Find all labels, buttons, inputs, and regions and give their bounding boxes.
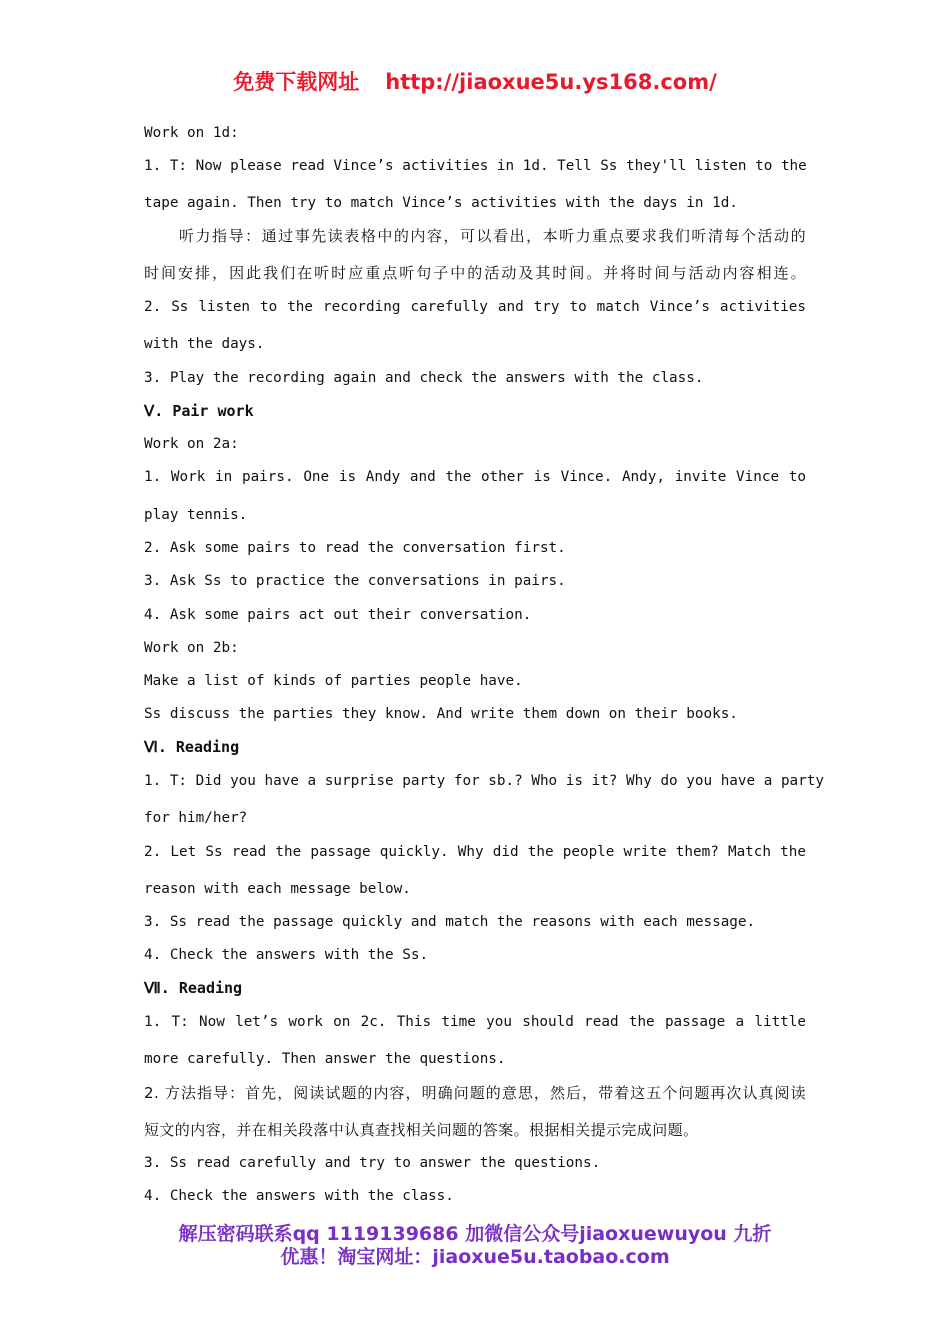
paragraph-line: play tennis. <box>144 507 248 523</box>
listening-guide-line: 听力指导：通过事先读表格中的内容，可以看出，本听力重点要求我们听清每个活动的 <box>179 227 806 245</box>
work-on-2a-label: Work on 2a: <box>144 436 239 452</box>
method-guide-line: 2. 方法指导：首先，阅读试题的内容，明确问题的意思，然后，带着这五个问题再次认真阅读 <box>144 1084 806 1102</box>
paragraph-line: 2. Ask some pairs to read the conversation first. <box>144 540 566 556</box>
paragraph-line: more carefully. Then answer the questions. <box>144 1051 506 1067</box>
header-url-link[interactable]: http://jiaoxue5u.ys168.com/ <box>385 70 717 94</box>
paragraph-line: Ss discuss the parties they know. And write them down on their books. <box>144 706 738 722</box>
paragraph-line: 2. Let Ss read the passage quickly. Why did the people write them? Match the <box>144 844 806 860</box>
footer-shop-line: 优惠！淘宝网址：jiaoxue5u.taobao.com <box>280 1246 670 1268</box>
paragraph-line: 2. Ss listen to the recording carefully and try to match Vince’s activities <box>144 299 806 315</box>
paragraph-line: 3. Ss read carefully and try to answer the questions. <box>144 1155 601 1171</box>
paragraph-line: reason with each message below. <box>144 881 411 897</box>
listening-guide-line: 时间安排，因此我们在听时应重点听句子中的活动及其时间。并将时间与活动内容相连。 <box>144 264 806 282</box>
paragraph-line: Make a list of kinds of parties people have. <box>144 673 523 689</box>
work-on-1d-label: Work on 1d: <box>144 125 239 141</box>
section-heading-reading-6: Ⅵ. Reading <box>144 738 240 756</box>
paragraph-line: 4. Check the answers with the Ss. <box>144 947 429 963</box>
paragraph-line: 3. Play the recording again and check the answers with the class. <box>144 370 704 386</box>
paragraph-line: 1. T: Now please read Vince’s activities in 1d. Tell Ss they'll listen to the <box>144 158 807 174</box>
work-on-2b-label: Work on 2b: <box>144 640 239 656</box>
paragraph-line: for him/her? <box>144 810 248 826</box>
paragraph-line: with the days. <box>144 336 265 352</box>
paragraph-line: 3. Ss read the passage quickly and match the reasons with each message. <box>144 914 756 930</box>
paragraph-line: 1. Work in pairs. One is Andy and the other is Vince. Andy, invite Vince to <box>144 469 806 485</box>
paragraph-line: 4. Check the answers with the class. <box>144 1188 454 1204</box>
download-header <box>0 66 950 96</box>
section-heading-reading-7: Ⅶ. Reading <box>144 979 243 997</box>
header-label: 免费下载网址 <box>233 70 360 94</box>
method-guide-line: 短文的内容，并在相关段落中认真查找相关问题的答案。根据相关提示完成问题。 <box>144 1121 699 1139</box>
paragraph-line: 4. Ask some pairs act out their conversation. <box>144 607 532 623</box>
footer-contact-line: 解压密码联系qq 1119139686 加微信公众号jiaoxuewuyou 九折 <box>178 1223 772 1245</box>
paragraph-line: tape again. Then try to match Vince’s activities with the days in 1d. <box>144 195 738 211</box>
section-heading-pair-work: Ⅴ. Pair work <box>144 402 254 420</box>
paragraph-line: 1. T: Did you have a surprise party for sb.? Who is it? Why do you have a party <box>144 773 824 789</box>
paragraph-line: 1. T: Now let’s work on 2c. This time you should read the passage a little <box>144 1014 806 1030</box>
paragraph-line: 3. Ask Ss to practice the conversations in pairs. <box>144 573 566 589</box>
